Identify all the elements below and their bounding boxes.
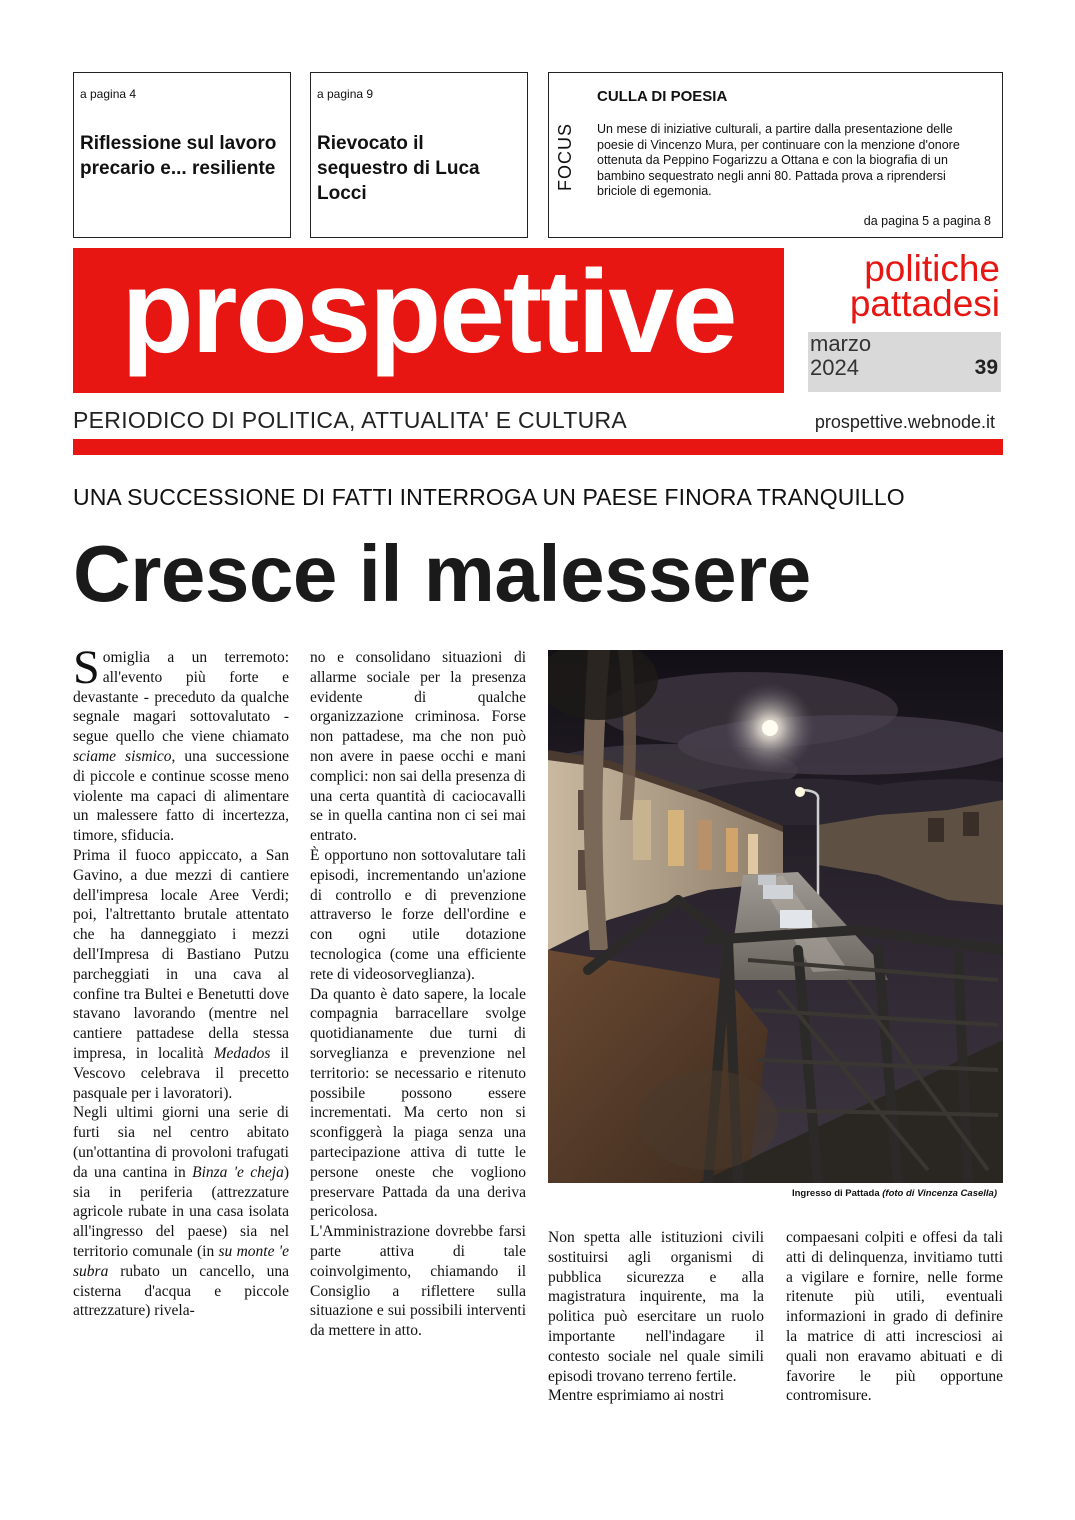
paragraph: Somiglia a un terremoto: all'evento più forte e devastante - preceduto da qualche segnale magari sottovalutato - segue quello che viene chiamato sciame sismico, una successione di piccole e continue scosse meno violente ma capaci di alimentare un malessere fatto di incertezza, timore, sfiducia. (73, 641, 289, 845)
masthead-subtitle-line1: politiche (864, 248, 1000, 289)
teaser-box-work[interactable] (73, 72, 291, 238)
focus-title: CULLA DI POESIA (597, 88, 728, 105)
paragraph: Non spetta alle istituzioni civili sostituirsi agli organismi di pubblica sicurezza e alla magistratura inquirente, ma la politica può esercitare un ruolo importante nell'indagare il contesto sociale nel quale simili episodi trovano terreno fertile. (548, 1229, 764, 1385)
issue-year: 2024 (810, 355, 859, 380)
teaser-title: Rievocato il sequestro di Luca Locci (317, 133, 480, 204)
photo-credit: (foto di Vincenza Casella) (882, 1188, 997, 1199)
paragraph: Prima il fuoco appiccato, a San Gavino, a due mezzi di cantiere dell'impresa locale Aree Verdi; poi, l'altrettanto brutale attentato che ha danneggiato i mezzi dell'Impresa di Bastiano Putzu parcheggiati in una cava al confine tra Bultei e Benetutti dove stavano lavorando (mentre nel cantiere pattadese della stessa impresa, in località Medados il Vescovo celebrava il precetto pasquale per i lavoratori). (73, 846, 289, 1102)
masthead-tagline: PERIODICO DI POLITICA, ATTUALITA' E CULTURA (73, 407, 628, 433)
focus-label: FOCUS (555, 123, 575, 191)
article-kicker: UNA SUCCESSIONE DI FATTI INTERROGA UN PAESE FINORA TRANQUILLO (73, 484, 905, 510)
article-column-2 (310, 648, 526, 1341)
teaser-page-ref: a pagina 4 (80, 87, 137, 101)
paragraph: compaesani colpiti e offesi da tali atti di delinquenza, invitiamo tutti a vigilare e fornire, nelle forme ritenute più utili, eventuali informazioni in grado di definire la matrice di atti incresciosi ai quali non eravamo abituati e di favorire le più opportune contromisure. (786, 1229, 1003, 1405)
paragraph: no e consolidano situazioni di allarme sociale per la presenza evidente di qualche organizzazione criminosa. Forse non pattadese, ma che non può non avere in paese occhi e mani complici: non sai della presenza di una certa quantità di caciocavalli se in quella cantina non ci sei mai entrato. (310, 649, 526, 845)
masthead-subtitle-line2: pattadesi (849, 283, 1000, 324)
article-headline: Cresce il malessere (73, 529, 811, 618)
street-night-photo (548, 650, 1003, 1183)
teaser-title: Riflessione sul lavoro precario e... resiliente (80, 133, 277, 179)
focus-page-ref: da pagina 5 a pagina 8 (863, 214, 991, 228)
paragraph: Mentre esprimiamo ai nostri (548, 1387, 725, 1405)
article-column-4 (786, 1228, 1003, 1406)
teaser-page-ref: a pagina 9 (317, 87, 374, 101)
drop-cap: S (73, 641, 100, 694)
paragraph: L'Amministrazione dovrebbe farsi parte attiva di tale coinvolgimento, chiamando il Consiglio a riflettere sulla situazione e sui possibili interventi da mettere in atto. (310, 1223, 526, 1340)
masthead-divider (73, 439, 1003, 455)
masthead-logo: prospettive (121, 246, 736, 378)
issue-month: marzo (810, 331, 872, 356)
paragraph: Negli ultimi giorni una serie di furti sia nel centro abitato (un'ottantina di provoloni trafugati da una cantina in Binza 'e cheja) sia in periferia (attrezzature agricole rubate in una casa isolata all'ingresso del paese) sia nel territorio comunale (in su monte 'e subra rubato un cancello, una cisterna d'acqua e piccole attrezzature) rivela- (73, 1104, 290, 1320)
focus-body: Un mese di iniziative culturali, a partire dalla presentazione delle poesie di Vincenzo Mura, per continuare con la menzione d'onore ottenuta da Peppino Fogarizzu a Ottana e con la biografia di un bambino sequestrato negli anni 80. Pattada prova a riprendersi briciole di egemonia. (597, 122, 960, 199)
article-column-3 (548, 1228, 764, 1406)
paragraph: Da quanto è dato sapere, la locale compagnia barracellare svolge quotidianamente due turni di sorveglianza e prevenzione nel territorio: se necessario e ritenuto possibile possono essere incrementati. Ma certo non si sconfiggerà la piaga senza una partecipazione attiva di tutte le persone oneste che vogliono preservare Pattada da una deriva pericolosa. (310, 985, 526, 1221)
photo-caption: Ingresso di Pattada (foto di Vincenza Casella) (791, 1188, 997, 1199)
teaser-box-kidnapping[interactable] (310, 72, 528, 238)
issue-info (808, 332, 1001, 392)
website-link[interactable]: prospettive.webnode.it (814, 412, 995, 432)
focus-box[interactable] (548, 72, 1003, 238)
issue-number: 39 (974, 356, 998, 379)
article-column-1 (73, 641, 290, 1321)
paragraph: È opportuno non sottovalutare tali episodi, incrementando un'azione di controllo e di prevenzione attraverso le forze dell'ordine e con ogni utile dotazione tecnologica (come una efficiente rete di videosorveglianza). (310, 846, 526, 983)
masthead-logo-block (73, 248, 784, 393)
